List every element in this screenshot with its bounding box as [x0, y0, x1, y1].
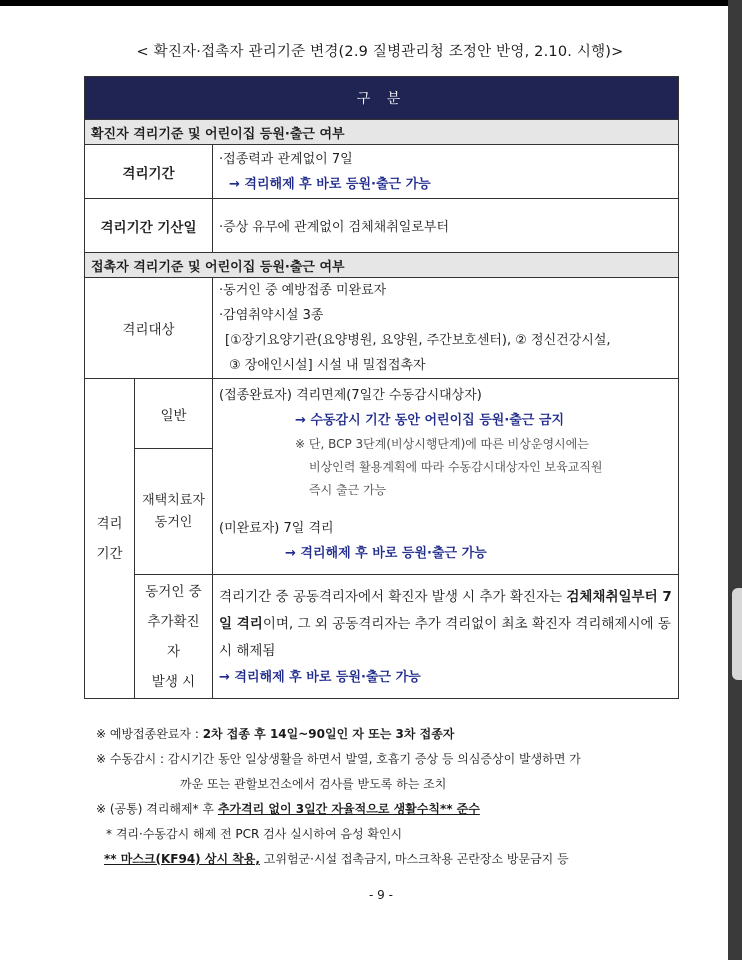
cohab-text-part: 이며, 그 외 공동격리자는 추가 격리없이 최초 확진자 격리해제시에 동시 해제됨 [219, 615, 671, 659]
section-heading-confirmed: 확진자 격리기준 및 어린이집 등원·출근 여부 [85, 120, 679, 145]
isolation-period-text: ·접종력과 관계없이 7일 [219, 151, 353, 167]
home-arrow: → 격리해제 후 바로 등원·출근 가능 [285, 546, 487, 561]
target-line: ③ 장애인시설] 시설 내 밀접접촉자 [229, 358, 426, 373]
row-content-general [213, 379, 679, 575]
cohab-label-line: 추가확진자 [147, 613, 200, 660]
period-label-line: 기간 [96, 545, 123, 562]
general-note: 즉시 출근 가능 [309, 483, 387, 497]
row-label-start-date: 격리기간 기산일 [85, 199, 213, 253]
footnote-underline: 추가격리 없이 3일간 자율적으로 생활수칙** 준수 [217, 802, 480, 816]
table-row [85, 575, 679, 699]
row-label-home-care [135, 449, 213, 575]
footnote: * 격리·수동감시 해제 전 PCR 검사 실시하여 음성 확인시 [106, 827, 403, 841]
footnote [96, 722, 696, 747]
table-header-row [85, 77, 679, 120]
section-row-contact [85, 253, 679, 278]
cohab-arrow: → 격리해제 후 바로 등원·출근 가능 [219, 669, 421, 685]
target-line: ·동거인 중 예방접종 미완료자 [219, 283, 387, 298]
general-arrow: → 수동감시 기간 동안 어린이집 등원·출근 금지 [295, 413, 565, 428]
cohab-label-line: 동거인 중 [145, 583, 202, 600]
footnote [96, 847, 696, 872]
footnote: ※ 수동감시 : 감시기간 동안 일상생활을 하면서 발열, 호흡기 증상 등 의심증상이 발생하면 가 [96, 752, 581, 766]
general-text: (접종완료자) 격리면제(7일간 수동감시대상자) [219, 388, 482, 403]
isolation-criteria-table [84, 76, 679, 699]
home-label-line: 동거인 [154, 514, 193, 530]
row-content-start-date: ·증상 유무에 관계없이 검체채취일로부터 [213, 199, 679, 253]
page-title: < 확진자·접촉자 관리기준 변경(2.9 질병관리청 조정안 반영, 2.10. 시행)> [136, 44, 624, 60]
table-row [85, 199, 679, 253]
row-content-isolation-period [213, 145, 679, 199]
top-edge-bar [0, 0, 728, 6]
home-label-line: 재택치료자 [142, 492, 205, 508]
general-note: 비상인력 활용계획에 따라 수동감시대상자인 보육교직원 [309, 460, 603, 474]
period-label-line: 격리 [96, 515, 123, 532]
footnotes [96, 722, 696, 872]
footnote [96, 797, 696, 822]
scrollbar-handle[interactable] [732, 588, 742, 680]
cohab-text-bold: 검체채취일부터 7일 격리 [219, 588, 672, 632]
row-content-additional [213, 575, 679, 699]
isolation-period-arrow: → 격리해제 후 바로 등원·출근 가능 [229, 176, 431, 192]
page-number: - 9 - [369, 888, 393, 902]
home-text: (미완료자) 7일 격리 [219, 521, 334, 536]
table-row [85, 278, 679, 379]
row-label-general: 일반 [135, 379, 213, 449]
section-row-confirmed [85, 120, 679, 145]
table-header-cell: 구 분 [85, 77, 679, 120]
cohab-label-line: 발생 시 [151, 673, 196, 690]
footnote-text: 고위험군·시설 접촉금지, 마스크착용 곤란장소 방문금지 등 [259, 852, 569, 866]
footnote: 까운 또는 관할보건소에서 검사를 받도록 하는 조치 [180, 777, 447, 791]
cohab-text [219, 584, 672, 665]
footnote-text: ※ 예방접종완료자 : [96, 727, 203, 741]
target-line: ·감염취약시설 3종 [219, 308, 324, 323]
table-row [85, 379, 679, 449]
row-label-period [85, 379, 135, 699]
general-note: ※ 단, BCP 3단계(비상시행단계)에 따른 비상운영시에는 [295, 437, 589, 451]
row-label-additional [135, 575, 213, 699]
table-row [85, 145, 679, 199]
footnote-text: ※ (공통) 격리해제* 후 [96, 802, 218, 816]
section-heading-contact: 접촉자 격리기준 및 어린이집 등원·출근 여부 [85, 253, 679, 278]
footnote-underline: ** 마스크(KF94) 상시 착용, [104, 852, 260, 866]
row-label-isolation-period: 격리기간 [85, 145, 213, 199]
footnote-bold: 2차 접종 후 14일~90일인 자 또는 3차 접종자 [202, 727, 455, 741]
row-content-target [213, 278, 679, 379]
row-label-target: 격리대상 [85, 278, 213, 379]
cohab-text-part: 격리기간 중 공동격리자에서 확진자 발생 시 추가 확진자는 [219, 588, 567, 605]
target-line: [①장기요양기관(요양병원, 요양원, 주간보호센터), ② 정신건강시설, [225, 333, 611, 348]
